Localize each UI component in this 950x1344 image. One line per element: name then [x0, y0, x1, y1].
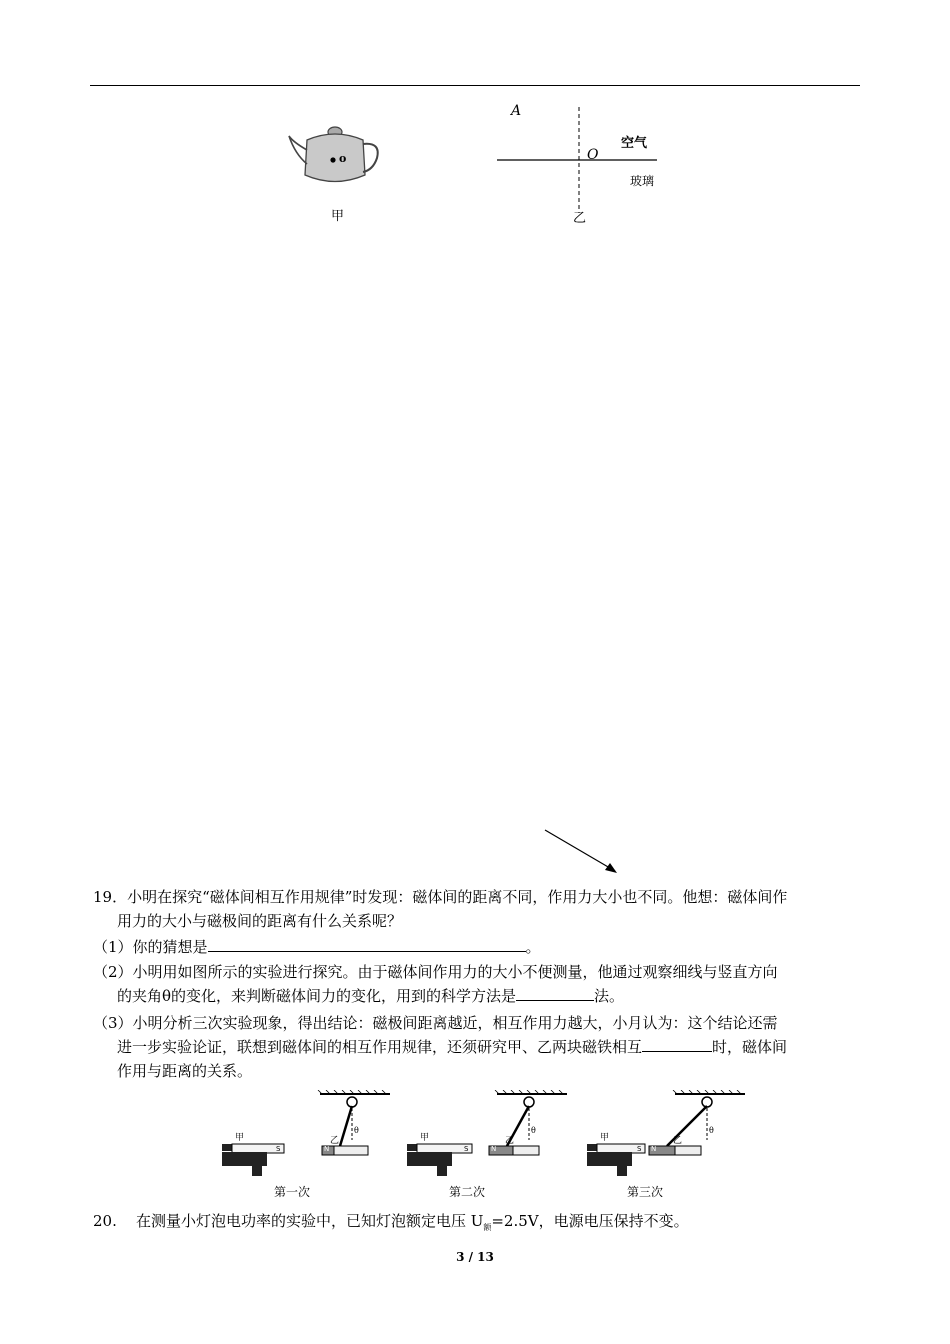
- q19-part2-line2: [117, 984, 624, 1008]
- n-pole-label: N: [491, 1145, 497, 1153]
- n-pole-label: N: [324, 1145, 330, 1153]
- point-o-label: O: [587, 147, 599, 163]
- page-number: 3 / 13: [456, 1250, 494, 1264]
- refraction-figure: [495, 105, 665, 220]
- n-pole-label: N: [651, 1145, 657, 1153]
- q19-part1: [93, 935, 541, 959]
- q20-text-prefix: 在测量小灯泡电功率的实验中，已知灯泡额定电压 U: [135, 1212, 484, 1230]
- header-rule: [90, 85, 860, 86]
- q19-part2-prefix: 的夹角θ的变化，来判断磁体间力的变化，用到的科学方法是: [117, 987, 517, 1005]
- magnet-jia-label: 甲: [600, 1133, 610, 1143]
- q19-part2-line1: （2）小明用如图所示的实验进行探究。由于磁体间作用力的大小不便测量，他通过观察细线与竖直方向: [93, 963, 778, 981]
- magnet-experiments-figure: [222, 1090, 752, 1202]
- q19-intro-line1: 19．小明在探究“磁体间相互作用规律”时发现：磁体间的距离不同，作用力大小也不同。他想：磁体间作: [93, 888, 788, 906]
- glass-label: 玻璃: [630, 174, 655, 188]
- magnet-jia-label: 甲: [235, 1133, 245, 1143]
- experiment-panel: [587, 1090, 757, 1202]
- q19-part3-suffix: 时，磁体间: [712, 1038, 788, 1056]
- q19-part3-line3: 作用与距离的关系。: [117, 1062, 253, 1080]
- q19-intro-line2: 用力的大小与磁极间的距离有什么关系呢？: [117, 912, 403, 930]
- interaction-blank[interactable]: [642, 1035, 712, 1052]
- teapot-dot-label: o: [339, 152, 347, 165]
- guess-blank[interactable]: [208, 935, 526, 952]
- arrow-line: [543, 828, 621, 876]
- q20-line: [93, 1209, 863, 1240]
- magnet-jia-label: 甲: [420, 1133, 430, 1143]
- experiment-panel: [222, 1090, 397, 1202]
- q19-part3-line1: （3）小明分析三次实验现象，得出结论：磁极间距离越近，相互作用力越大，小月认为：这个结论还需: [93, 1014, 778, 1032]
- teapot-figure: [285, 120, 385, 190]
- q19-part1-suffix: 。: [525, 938, 541, 956]
- q20-text-suffix: =2.5V，电源电压保持不变。: [491, 1212, 689, 1230]
- q19-part3-line2: [117, 1035, 787, 1059]
- theta-label: θ: [354, 1126, 359, 1135]
- s-pole-label: S: [637, 1145, 642, 1153]
- magnet-yi-label: 乙: [673, 1136, 683, 1146]
- air-label: 空气: [621, 136, 648, 151]
- experiment-caption: 第二次: [449, 1185, 486, 1199]
- magnet-yi-label: 乙: [505, 1136, 515, 1146]
- refraction-caption: 乙: [573, 211, 587, 226]
- q20-number: 20.: [93, 1212, 117, 1230]
- q20-subscript: 额: [483, 1223, 492, 1232]
- experiment-caption: 第一次: [274, 1185, 311, 1199]
- q19-part3-prefix: 进一步实验论证，联想到磁体间的相互作用规律，还须研究甲、乙两块磁铁相互: [117, 1038, 643, 1056]
- teapot-caption: 甲: [331, 209, 345, 224]
- experiment-drawing: [407, 1090, 582, 1180]
- theta-label: θ: [709, 1126, 714, 1135]
- s-pole-label: S: [276, 1145, 281, 1153]
- experiment-drawing: [587, 1090, 757, 1180]
- q19-part2-suffix: 法。: [594, 987, 625, 1005]
- method-blank[interactable]: [516, 984, 594, 1001]
- theta-label: θ: [531, 1126, 536, 1135]
- experiment-drawing: [222, 1090, 397, 1180]
- experiment-caption: 第三次: [627, 1185, 664, 1199]
- point-a-label: A: [511, 103, 522, 119]
- experiment-panel: [407, 1090, 582, 1202]
- magnet-yi-label: 乙: [330, 1136, 340, 1146]
- s-pole-label: S: [464, 1145, 469, 1153]
- q19-part1-prefix: （1）你的猜想是: [93, 938, 208, 956]
